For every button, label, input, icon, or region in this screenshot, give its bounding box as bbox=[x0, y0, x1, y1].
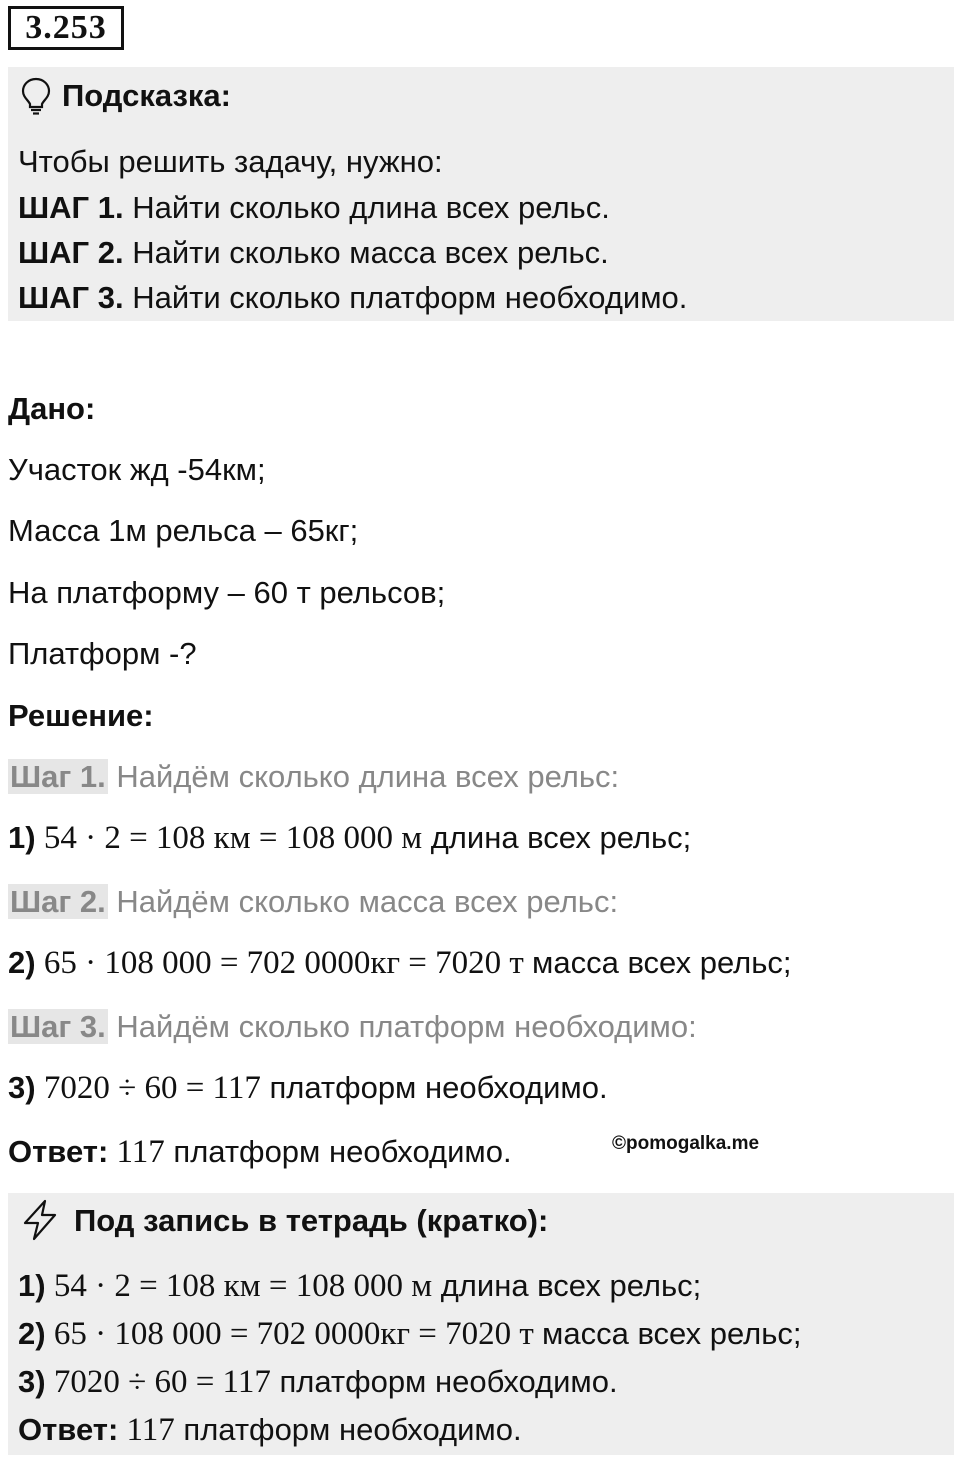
line-math: 54 · 2 = 108 км = 108 000 м bbox=[45, 1268, 433, 1304]
given-item: Масса 1м рельса – 65кг; bbox=[8, 513, 359, 548]
watermark: ©pomogalka.me bbox=[612, 1133, 760, 1154]
hint-step-text: Найти сколько масса всех рельс. bbox=[123, 235, 609, 270]
step-rest: платформ необходимо. bbox=[260, 1070, 608, 1105]
step-number: 2) bbox=[8, 945, 36, 980]
line-rest: масса всех рельс; bbox=[542, 1316, 802, 1351]
step-rest: масса всех рельс; bbox=[532, 945, 792, 980]
answer-math: 117 bbox=[118, 1412, 175, 1448]
step-math: 54 · 2 = 108 км = 108 000 м bbox=[35, 820, 423, 856]
step-number: 3) bbox=[8, 1070, 36, 1105]
hint-step-text: Найти сколько длина всех рельс. bbox=[123, 190, 610, 225]
step-tag: Шаг 3. bbox=[10, 1009, 106, 1044]
hint-step-label: ШАГ 3. bbox=[18, 280, 124, 315]
step-desc: Найдём сколько масса всех рельс: bbox=[107, 884, 619, 919]
hint-title: Подсказка: bbox=[62, 78, 231, 113]
step-rest: длина всех рельс; bbox=[422, 820, 692, 855]
step-math: 65 · 108 000 = 702 0000кг = 7020 т bbox=[35, 945, 533, 981]
given-item: На платформу – 60 т рельсов; bbox=[8, 575, 446, 610]
solution-step-1-header bbox=[8, 757, 619, 797]
step-tag: Шаг 1. bbox=[10, 759, 106, 794]
step-desc: Найдём сколько платформ необходимо: bbox=[107, 1009, 697, 1044]
solution-step-2-header bbox=[8, 882, 618, 922]
problem-number: 3.253 bbox=[8, 6, 124, 50]
answer-math: 117 bbox=[108, 1134, 165, 1170]
step-desc: Найдём сколько длина всех рельс: bbox=[107, 759, 620, 794]
line-rest: длина всех рельс; bbox=[432, 1268, 702, 1303]
line-number: 2) bbox=[18, 1316, 46, 1351]
hint-step-1 bbox=[18, 188, 610, 228]
notebook-line-3 bbox=[18, 1362, 618, 1402]
notebook-title: Под запись в тетрадь (кратко): bbox=[74, 1203, 549, 1238]
line-number: 3) bbox=[18, 1364, 46, 1399]
answer-label: Ответ: bbox=[8, 1134, 109, 1169]
answer-label: Ответ: bbox=[18, 1412, 119, 1447]
solution-step-1-line bbox=[8, 818, 691, 858]
hint-step-label: ШАГ 2. bbox=[18, 235, 124, 270]
hint-step-3 bbox=[18, 278, 687, 318]
solution-title: Решение: bbox=[8, 698, 154, 733]
line-math: 65 · 108 000 = 702 0000кг = 7020 т bbox=[45, 1316, 543, 1352]
hint-step-label: ШАГ 1. bbox=[18, 190, 124, 225]
step-number: 1) bbox=[8, 820, 36, 855]
step-tag: Шаг 2. bbox=[10, 884, 106, 919]
line-rest: платформ необходимо. bbox=[270, 1364, 618, 1399]
notebook-line-1 bbox=[18, 1266, 701, 1306]
solution-step-3-line bbox=[8, 1068, 608, 1108]
lightbulb-icon bbox=[20, 76, 52, 116]
notebook-line-2 bbox=[18, 1314, 802, 1354]
given-title: Дано: bbox=[8, 391, 96, 426]
given-item: Участок жд -54км; bbox=[8, 452, 266, 487]
hint-step-text: Найти сколько платформ необходимо. bbox=[123, 280, 688, 315]
given-item: Платформ -? bbox=[8, 636, 197, 671]
hint-intro: Чтобы решить задачу, нужно: bbox=[18, 144, 443, 179]
lightning-icon bbox=[20, 1198, 60, 1242]
solution-step-3-header bbox=[8, 1007, 697, 1047]
hint-step-2 bbox=[18, 233, 609, 273]
line-number: 1) bbox=[18, 1268, 46, 1303]
step-math: 7020 ÷ 60 = 117 bbox=[35, 1070, 261, 1106]
answer-rest: платформ необходимо. bbox=[174, 1412, 522, 1447]
notebook-answer bbox=[18, 1410, 522, 1450]
solution-step-2-line bbox=[8, 943, 792, 983]
line-math: 7020 ÷ 60 = 117 bbox=[45, 1364, 271, 1400]
solution-answer bbox=[8, 1132, 512, 1172]
answer-rest: платформ необходимо. bbox=[164, 1134, 512, 1169]
